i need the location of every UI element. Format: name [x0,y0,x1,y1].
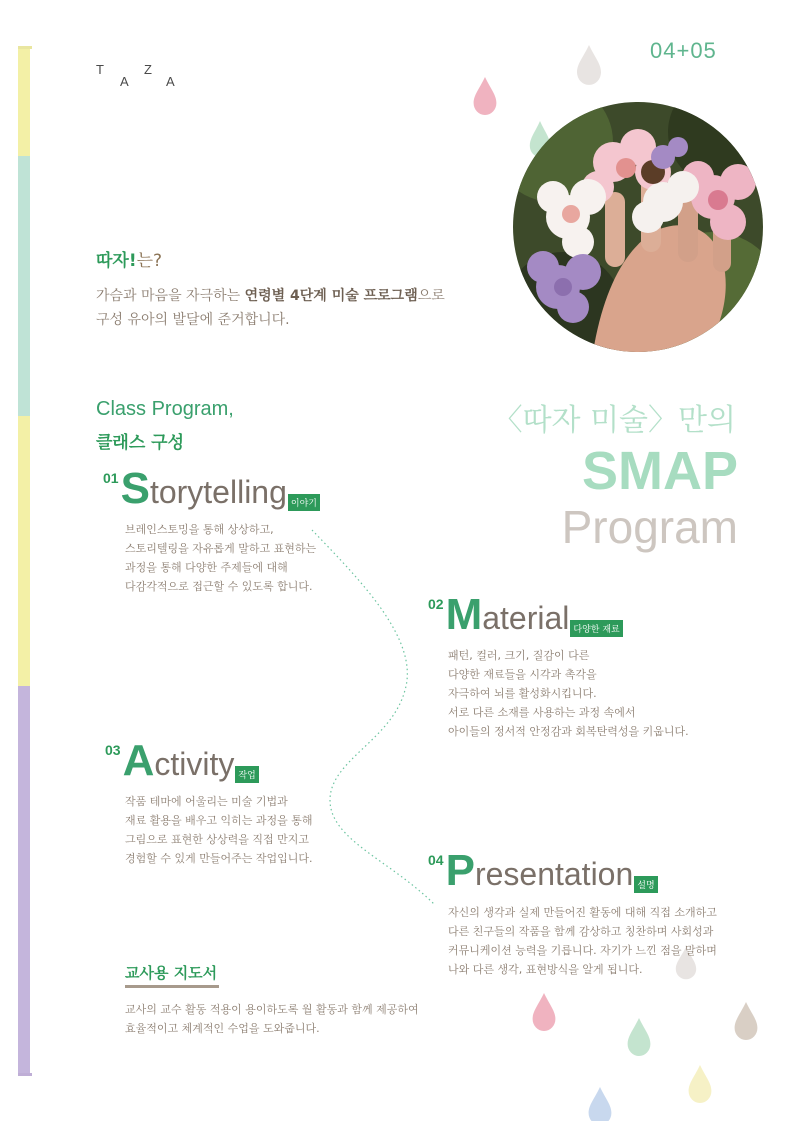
step-word: aterial [482,600,570,636]
desc-line: 다른 친구들의 작품을 함께 감상하고 칭찬하며 사회성과 [448,925,714,938]
step-tag: 이야기 [288,494,320,511]
step-activity-heading [105,736,259,786]
desc-line: 경험할 수 있게 만들어주는 작업입니다. [125,852,313,865]
step-initial: S [120,464,150,513]
step-initial: M [445,590,483,639]
step-initial: A [122,736,155,785]
class-program-heading-ko: 클래스 구성 [96,433,185,453]
teacher-guide-description [125,1000,455,1038]
step-presentation-heading [428,846,658,896]
desc-line: 나와 다른 생각, 표현방식을 알게 됩니다. [448,963,643,976]
desc-line: 효율적이고 체계적인 수업을 도와줍니다. [125,1022,320,1035]
logo-letter: T [96,62,106,77]
step-material-description [448,646,689,741]
step-word: resentation [474,856,634,892]
smap-title: SMAP [581,441,738,501]
step-word: torytelling [149,474,287,510]
step-tag: 작업 [235,766,258,783]
desc-line: 서로 다른 소재를 사용하는 과정 속에서 [448,706,636,719]
desc-line: 커뮤니케이션 능력을 기릅니다. 자기가 느낀 점을 말하며 [448,944,717,957]
step-tag: 설명 [634,876,657,893]
desc-line: 자신의 생각과 실제 만들어진 활동에 대해 직접 소개하고 [448,906,717,919]
desc-line: 아이들의 정서적 안정감과 회복탄력성을 키웁니다. [448,725,689,738]
logo-letter: A [166,74,177,89]
smap-subtitle: Program [561,501,738,553]
intro-text-bold: 연령별 4단계 미술 프로그램 [244,288,418,304]
desc-line: 다감각적으로 접근할 수 있도록 합니다. [125,580,313,593]
class-program-heading-en: Class Program, [96,398,234,420]
step-storytelling-description [125,520,316,596]
step-number: 04 [428,852,444,868]
step-storytelling-heading [103,464,320,514]
desc-line: 패턴, 컬러, 크기, 질감이 다른 [448,649,590,662]
step-material-heading [428,590,623,640]
step-activity-description [125,792,313,868]
desc-line: 재료 활용을 배우고 익히는 과정을 통해 [125,814,313,827]
intro-text-part: 으로 [417,288,445,304]
desc-line: 스토리텔링을 자유롭게 말하고 표현하는 [125,542,317,555]
desc-line: 다양한 재료들을 시각과 촉각을 [448,668,597,681]
desc-line: 브레인스토밍을 통해 상상하고, [125,523,274,536]
desc-line: 그림으로 표현한 상상력을 직접 만지고 [125,833,310,846]
teacher-guide-heading: 교사용 지도서 [125,964,218,982]
teacher-guide-underline [125,985,219,988]
step-number: 01 [103,470,119,486]
intro-heading-rest: 는? [136,251,163,271]
logo-letter: Z [144,62,154,77]
step-number: 03 [105,742,121,758]
intro-text-part: 가슴과 마음을 자극하는 [96,288,245,304]
intro-heading-highlight: 따자! [96,251,137,271]
page-number: 04+05 [650,38,717,63]
desc-line: 과정을 통해 다양한 주제들에 대해 [125,561,288,574]
smap-heading-ko: 〈따자 미술〉만의 [492,403,736,438]
step-initial: P [445,846,475,895]
step-number: 02 [428,596,444,612]
logo-letter: A [120,74,131,89]
desc-line: 자극하여 뇌를 활성화시킵니다. [448,687,597,700]
step-presentation-description [448,903,717,979]
step-tag: 다양한 재료 [570,620,622,637]
step-word: ctivity [154,746,235,782]
intro-text-line: 구성 유아의 발달에 준거합니다. [96,312,290,328]
desc-line: 교사의 교수 활동 적용이 용이하도록 월 활동과 함께 제공하여 [125,1003,419,1016]
desc-line: 작품 테마에 어울리는 미술 기법과 [125,795,288,808]
